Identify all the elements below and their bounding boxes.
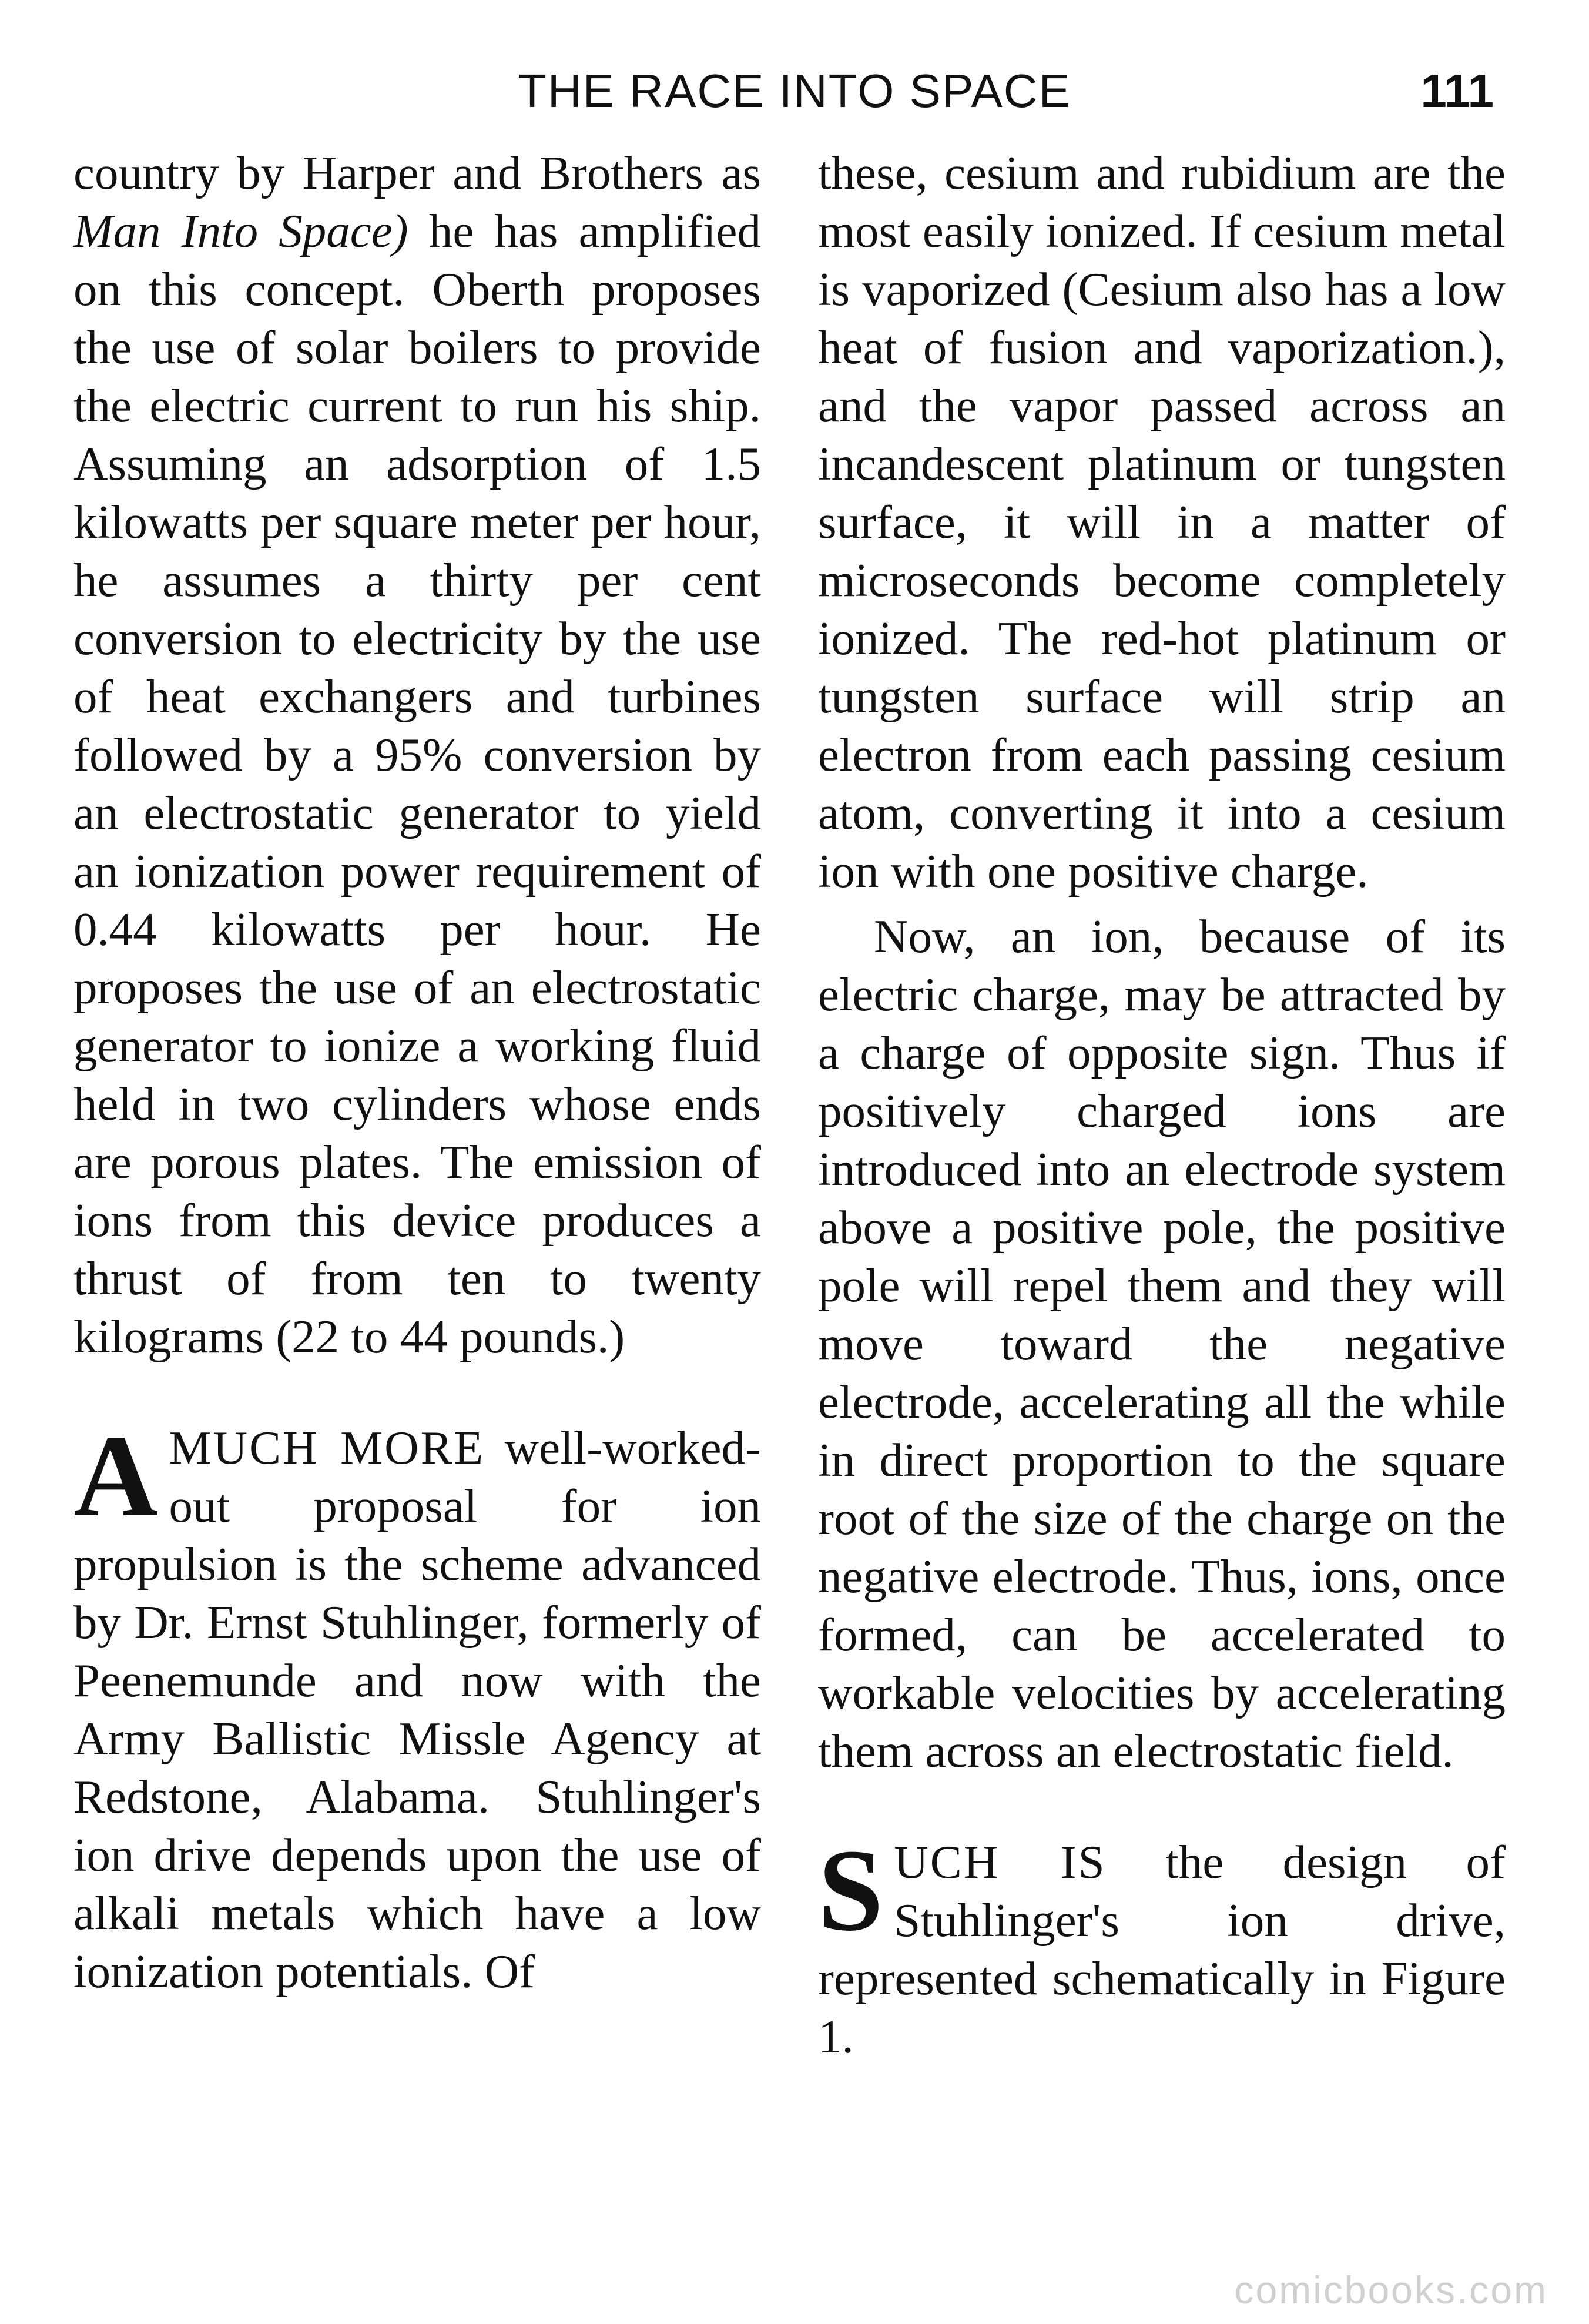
left-paragraph-1 [73,144,761,1366]
running-title: THE RACE INTO SPACE [518,65,1071,117]
right-paragraph-1: these, cesium and rubidium are the most easily ionized. If cesium metal is vaporized (Cesium also has a low heat of fusion and vaporization.), and the vapor passed across an incandescent platinum or tungsten surface, it will in a matter of microseconds become completely ionized. The red-hot platinum or tungsten surface will strip an electron from each passing cesium atom, converting it into a cesium ion with one positive charge. [818,146,1506,898]
page-number: 111 [1420,65,1494,117]
text-span: well-worked-out proposal for ion propulsion is the scheme advanced by Dr. Ernst Stuhlinger, formerly of Peenemunde and now with the Army Ballistic Missle Agency at Redstone, Alabama. Stuhlinger's ion drive depends upon the use of alkali metals which have a low ionization potentials. Of [73,1421,762,1998]
drop-cap: S [818,1826,884,1955]
drop-cap: A [73,1411,159,1541]
text-span: country by Harper and Brothers as [73,146,761,199]
left-paragraph-2 [73,1411,762,2001]
lead-in-caps: UCH IS [894,1836,1107,1888]
watermark: comicbooks.com [1234,2268,1548,2312]
text-span: he has amplified on this concept. Oberth proposes the use of solar boilers to provide the electric current to run his ship. Assuming an adsorption of 1.5 kilowatts per square meter per hour, he assumes a thirty per cent conversion to electricity by the use of heat exchangers and turbines followed by a 95% conversion by an electrostatic generator to yield an ionization power requirement of 0.44 kilowatts per hour. He proposes the use of an electrostatic generator to ionize a working fluid held in two cylinders whose ends are porous plates. The emission of ions from this device produces a thrust of from ten to twenty kilograms (22 to 44 pounds.) [73,205,761,1363]
italic-book-title: Man Into Space) [73,205,408,257]
left-column [73,144,761,2001]
right-paragraph-2: Now, an ion, because of its electric charge, may be attracted by a charge of opposite sign. Thus if positively charged ions are introduced into an electrode system above a positive pole, the positive pole will repel them and they will move toward the negative electrode, accelerating all the while in direct proportion to the square root of the size of the charge on the negative electrode. Thus, ions, once formed, can be accelerated to workable velocities by accelerating them across an electrostatic field. [818,910,1506,1777]
page-header [0,56,1589,126]
lead-in-caps: MUCH MORE [169,1421,485,1474]
right-paragraph-3 [818,1826,1506,2066]
text-span: the design of Stuhlinger's ion drive, represented schematically in Figure 1. [818,1836,1506,2063]
right-column [818,144,1506,2066]
